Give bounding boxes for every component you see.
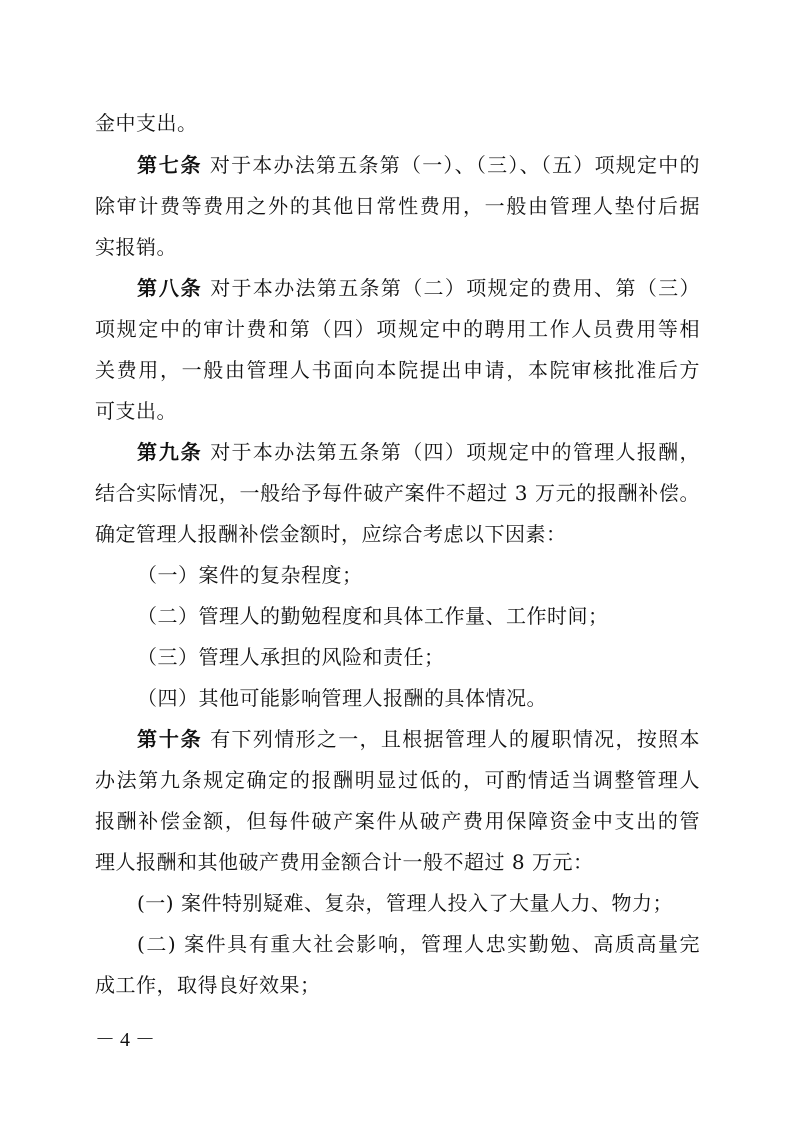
article-8-line-3: 关费用，一般由管理人书面向本院提出申请，本院审核批准后方: [95, 358, 700, 382]
article-10-line-4: 理人报酬和其他破产费用金额合计一般不超过 8 万元：: [95, 850, 594, 874]
article-8-line-1: [137, 268, 700, 308]
article-8-line-2: 项规定中的审计费和第（四）项规定中的聘用工作人员费用等相: [95, 317, 700, 341]
article-9-line-1: [137, 432, 700, 472]
article-7-line-1: [137, 145, 700, 185]
article-9-label: 第九条: [137, 440, 203, 464]
article-10-label: 第十条: [137, 727, 203, 751]
article-8-line-4: 可支出。: [95, 399, 177, 423]
article-7-line-2: 除审计费等费用之外的其他日常性费用，一般由管理人垫付后据: [95, 194, 700, 218]
text-line: 金中支出。: [95, 111, 198, 135]
article-10-line-3: 报酬补偿金额，但每件破产案件从破产费用保障资金中支出的管: [95, 809, 700, 833]
page-number: － 4 －: [95, 1029, 155, 1051]
article-8-label: 第八条: [137, 276, 203, 300]
article-8-text: 对于本办法第五条第（二）项规定的费用、第（三）: [210, 276, 700, 300]
list-item: （一）案件的复杂程度；: [137, 563, 363, 587]
list-item: (二) 案件具有重大社会影响，管理人忠实勤勉、高质高量完: [137, 932, 700, 956]
article-10-text: 有下列情形之一，且根据管理人的履职情况，按照本: [210, 727, 700, 751]
article-10-line-1: [137, 719, 700, 759]
article-9-line-3: 确定管理人报酬补偿金额时，应综合考虑以下因素：: [95, 522, 567, 546]
article-9-line-2: 结合实际情况，一般给予每件破产案件不超过 3 万元的报酬补偿。: [95, 481, 700, 505]
article-7-label: 第七条: [137, 153, 203, 177]
article-7-line-3: 实报销。: [95, 235, 177, 259]
article-9-text: 对于本办法第五条第（四）项规定中的管理人报酬，: [210, 440, 700, 464]
list-item: （四）其他可能影响管理人报酬的具体情况。: [137, 686, 547, 710]
list-item: （二）管理人的勤勉程度和具体工作量、工作时间；: [137, 604, 609, 628]
list-item-continuation: 成工作，取得良好效果；: [95, 973, 321, 997]
list-item: (一) 案件特别疑难、复杂，管理人投入了大量人力、物力；: [137, 891, 673, 915]
article-7-text: 对于本办法第五条第（一）、（三）、（五）项规定中的: [209, 153, 700, 177]
list-item: （三）管理人承担的风险和责任；: [137, 645, 445, 669]
article-10-line-2: 办法第九条规定确定的报酬明显过低的，可酌情适当调整管理人: [95, 768, 700, 792]
